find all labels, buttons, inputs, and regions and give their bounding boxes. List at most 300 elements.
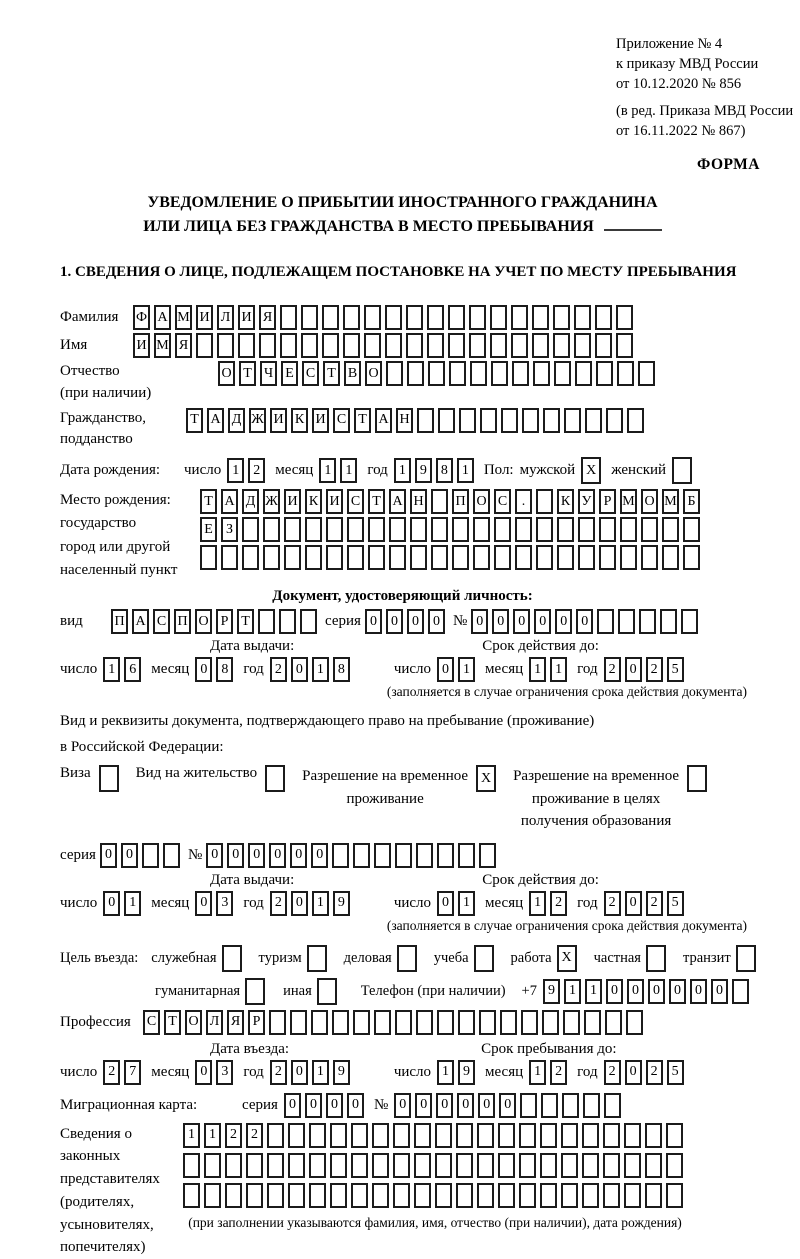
form-cell[interactable] — [242, 545, 259, 570]
form-cell[interactable] — [557, 545, 574, 570]
form-cell[interactable]: . — [515, 489, 532, 514]
form-cell[interactable] — [666, 1153, 683, 1178]
form-cell[interactable] — [435, 1123, 452, 1148]
form-cell[interactable] — [288, 1153, 305, 1178]
form-cell[interactable]: X — [476, 765, 496, 792]
form-cell[interactable]: И — [238, 305, 255, 330]
form-cell[interactable]: К — [291, 408, 308, 433]
form-cell[interactable] — [267, 1153, 284, 1178]
form-cell[interactable] — [604, 1093, 621, 1118]
form-cell[interactable] — [449, 361, 466, 386]
form-cell[interactable]: 9 — [458, 1060, 475, 1085]
form-cell[interactable] — [584, 1010, 601, 1035]
form-cell[interactable] — [511, 305, 528, 330]
form-cell[interactable]: С — [333, 408, 350, 433]
form-cell[interactable]: 0 — [195, 657, 212, 682]
form-cell[interactable] — [284, 517, 301, 542]
form-cell[interactable] — [309, 1183, 326, 1208]
form-cell[interactable]: И — [284, 489, 301, 514]
form-cell[interactable]: 8 — [333, 657, 350, 682]
form-cell[interactable] — [532, 305, 549, 330]
form-cell[interactable] — [501, 408, 518, 433]
form-cell[interactable]: В — [344, 361, 361, 386]
form-cell[interactable]: М — [620, 489, 637, 514]
form-cell[interactable] — [595, 305, 612, 330]
form-cell[interactable]: 8 — [436, 458, 453, 483]
form-cell[interactable]: Ф — [133, 305, 150, 330]
form-cell[interactable] — [477, 1183, 494, 1208]
form-cell[interactable] — [469, 333, 486, 358]
form-cell[interactable] — [267, 1183, 284, 1208]
form-cell[interactable] — [322, 333, 339, 358]
form-cell[interactable] — [500, 1010, 517, 1035]
form-cell[interactable]: А — [207, 408, 224, 433]
form-cell[interactable] — [368, 517, 385, 542]
form-cell[interactable] — [438, 408, 455, 433]
form-cell[interactable]: 2 — [248, 458, 265, 483]
form-cell[interactable]: 1 — [457, 458, 474, 483]
form-cell[interactable]: К — [557, 489, 574, 514]
form-cell[interactable] — [414, 1153, 431, 1178]
form-cell[interactable]: 0 — [291, 657, 308, 682]
form-cell[interactable] — [474, 945, 494, 972]
form-cell[interactable] — [448, 333, 465, 358]
form-cell[interactable]: Н — [396, 408, 413, 433]
form-cell[interactable]: М — [175, 305, 192, 330]
form-cell[interactable]: Т — [239, 361, 256, 386]
form-cell[interactable]: 3 — [216, 891, 233, 916]
form-cell[interactable]: П — [452, 489, 469, 514]
form-cell[interactable] — [540, 1183, 557, 1208]
form-cell[interactable] — [681, 609, 698, 634]
form-cell[interactable]: С — [302, 361, 319, 386]
form-cell[interactable] — [639, 609, 656, 634]
form-cell[interactable]: 1 — [458, 891, 475, 916]
form-cell[interactable]: 0 — [290, 843, 307, 868]
form-cell[interactable]: У — [578, 489, 595, 514]
form-cell[interactable]: С — [494, 489, 511, 514]
form-cell[interactable] — [469, 305, 486, 330]
form-cell[interactable]: 1 — [312, 1060, 329, 1085]
form-cell[interactable] — [473, 545, 490, 570]
form-cell[interactable] — [519, 1123, 536, 1148]
form-cell[interactable]: 1 — [529, 1060, 546, 1085]
form-cell[interactable] — [265, 765, 285, 792]
form-cell[interactable]: 0 — [669, 979, 686, 1004]
form-cell[interactable] — [479, 843, 496, 868]
form-cell[interactable]: 5 — [667, 657, 684, 682]
form-cell[interactable] — [626, 1010, 643, 1035]
form-cell[interactable] — [563, 1010, 580, 1035]
form-cell[interactable] — [646, 945, 666, 972]
form-cell[interactable] — [490, 305, 507, 330]
form-cell[interactable] — [353, 1010, 370, 1035]
form-cell[interactable] — [364, 333, 381, 358]
form-cell[interactable] — [305, 517, 322, 542]
form-cell[interactable]: Р — [216, 609, 233, 634]
form-cell[interactable]: 2 — [604, 891, 621, 916]
form-cell[interactable] — [641, 517, 658, 542]
form-cell[interactable] — [347, 545, 364, 570]
form-cell[interactable] — [456, 1183, 473, 1208]
form-cell[interactable]: 0 — [437, 891, 454, 916]
form-cell[interactable] — [575, 361, 592, 386]
form-cell[interactable]: Е — [281, 361, 298, 386]
form-cell[interactable]: 2 — [103, 1060, 120, 1085]
form-cell[interactable] — [452, 517, 469, 542]
form-cell[interactable]: 2 — [550, 1060, 567, 1085]
form-cell[interactable] — [666, 1183, 683, 1208]
form-cell[interactable] — [582, 1183, 599, 1208]
form-cell[interactable] — [522, 408, 539, 433]
form-cell[interactable]: А — [132, 609, 149, 634]
form-cell[interactable]: 0 — [457, 1093, 474, 1118]
form-cell[interactable] — [624, 1153, 641, 1178]
form-cell[interactable] — [183, 1153, 200, 1178]
form-cell[interactable]: 0 — [291, 891, 308, 916]
form-cell[interactable]: 1 — [204, 1123, 221, 1148]
form-cell[interactable] — [536, 489, 553, 514]
form-cell[interactable] — [578, 545, 595, 570]
form-cell[interactable] — [301, 333, 318, 358]
form-cell[interactable]: 0 — [121, 843, 138, 868]
form-cell[interactable]: П — [174, 609, 191, 634]
form-cell[interactable] — [431, 489, 448, 514]
form-cell[interactable] — [533, 361, 550, 386]
form-cell[interactable] — [494, 517, 511, 542]
form-cell[interactable]: 1 — [124, 891, 141, 916]
form-cell[interactable] — [683, 545, 700, 570]
form-cell[interactable]: 0 — [269, 843, 286, 868]
form-cell[interactable]: О — [641, 489, 658, 514]
form-cell[interactable]: 0 — [648, 979, 665, 1004]
form-cell[interactable]: 0 — [195, 1060, 212, 1085]
form-cell[interactable] — [332, 843, 349, 868]
form-cell[interactable] — [540, 1123, 557, 1148]
form-cell[interactable]: 0 — [499, 1093, 516, 1118]
form-cell[interactable] — [543, 408, 560, 433]
form-cell[interactable] — [414, 1183, 431, 1208]
form-cell[interactable] — [561, 1123, 578, 1148]
form-cell[interactable] — [491, 361, 508, 386]
form-cell[interactable]: 1 — [312, 657, 329, 682]
form-cell[interactable]: М — [154, 333, 171, 358]
form-cell[interactable] — [414, 1123, 431, 1148]
form-cell[interactable]: 0 — [478, 1093, 495, 1118]
form-cell[interactable] — [326, 545, 343, 570]
form-cell[interactable] — [246, 1153, 263, 1178]
form-cell[interactable] — [330, 1153, 347, 1178]
form-cell[interactable] — [353, 843, 370, 868]
form-cell[interactable]: 0 — [492, 609, 509, 634]
form-cell[interactable] — [498, 1153, 515, 1178]
form-cell[interactable] — [406, 305, 423, 330]
form-cell[interactable]: 2 — [225, 1123, 242, 1148]
form-cell[interactable]: О — [195, 609, 212, 634]
form-cell[interactable] — [427, 305, 444, 330]
form-cell[interactable] — [242, 517, 259, 542]
form-cell[interactable] — [99, 765, 119, 792]
form-cell[interactable]: 0 — [606, 979, 623, 1004]
form-cell[interactable]: О — [473, 489, 490, 514]
form-cell[interactable] — [624, 1123, 641, 1148]
form-cell[interactable] — [395, 1010, 412, 1035]
form-cell[interactable] — [542, 1010, 559, 1035]
form-cell[interactable] — [343, 305, 360, 330]
form-cell[interactable] — [263, 517, 280, 542]
form-cell[interactable] — [322, 305, 339, 330]
form-cell[interactable] — [494, 545, 511, 570]
form-cell[interactable] — [393, 1153, 410, 1178]
form-cell[interactable] — [618, 609, 635, 634]
form-cell[interactable]: 5 — [667, 1060, 684, 1085]
form-cell[interactable] — [660, 609, 677, 634]
form-cell[interactable]: Т — [200, 489, 217, 514]
form-cell[interactable] — [683, 517, 700, 542]
form-cell[interactable] — [263, 545, 280, 570]
form-cell[interactable] — [554, 361, 571, 386]
form-cell[interactable] — [385, 333, 402, 358]
form-cell[interactable]: А — [389, 489, 406, 514]
form-cell[interactable]: С — [143, 1010, 160, 1035]
form-cell[interactable] — [583, 1093, 600, 1118]
form-cell[interactable] — [389, 545, 406, 570]
form-cell[interactable] — [330, 1123, 347, 1148]
form-cell[interactable]: 1 — [564, 979, 581, 1004]
form-cell[interactable]: 9 — [415, 458, 432, 483]
form-cell[interactable] — [574, 333, 591, 358]
form-cell[interactable] — [480, 408, 497, 433]
form-cell[interactable]: Т — [323, 361, 340, 386]
form-cell[interactable]: Я — [227, 1010, 244, 1035]
form-cell[interactable] — [687, 765, 707, 792]
form-cell[interactable] — [332, 1010, 349, 1035]
form-cell[interactable]: Б — [683, 489, 700, 514]
form-cell[interactable]: Н — [410, 489, 427, 514]
form-cell[interactable] — [372, 1123, 389, 1148]
form-cell[interactable] — [395, 843, 412, 868]
form-cell[interactable]: 1 — [103, 657, 120, 682]
form-cell[interactable] — [307, 945, 327, 972]
form-cell[interactable]: 6 — [124, 657, 141, 682]
form-cell[interactable]: 1 — [340, 458, 357, 483]
form-cell[interactable]: З — [221, 517, 238, 542]
form-cell[interactable]: Т — [186, 408, 203, 433]
form-cell[interactable]: И — [270, 408, 287, 433]
form-cell[interactable] — [541, 1093, 558, 1118]
form-cell[interactable] — [393, 1183, 410, 1208]
form-cell[interactable] — [351, 1183, 368, 1208]
form-cell[interactable]: 0 — [711, 979, 728, 1004]
form-cell[interactable]: Л — [206, 1010, 223, 1035]
form-cell[interactable] — [435, 1153, 452, 1178]
form-cell[interactable]: 0 — [576, 609, 593, 634]
form-cell[interactable] — [599, 517, 616, 542]
form-cell[interactable] — [204, 1183, 221, 1208]
form-cell[interactable] — [351, 1153, 368, 1178]
form-cell[interactable]: И — [133, 333, 150, 358]
form-cell[interactable] — [196, 333, 213, 358]
form-cell[interactable]: 0 — [195, 891, 212, 916]
form-cell[interactable] — [364, 305, 381, 330]
form-cell[interactable]: 1 — [394, 458, 411, 483]
form-cell[interactable] — [470, 361, 487, 386]
form-cell[interactable]: 9 — [333, 1060, 350, 1085]
form-cell[interactable] — [326, 517, 343, 542]
form-cell[interactable]: 0 — [471, 609, 488, 634]
form-cell[interactable]: М — [662, 489, 679, 514]
form-cell[interactable]: 3 — [216, 1060, 233, 1085]
form-cell[interactable]: 1 — [183, 1123, 200, 1148]
form-cell[interactable] — [561, 1183, 578, 1208]
form-cell[interactable]: Р — [599, 489, 616, 514]
form-cell[interactable]: А — [375, 408, 392, 433]
form-cell[interactable] — [645, 1183, 662, 1208]
form-cell[interactable] — [393, 1123, 410, 1148]
form-cell[interactable] — [246, 1183, 263, 1208]
form-cell[interactable] — [309, 1153, 326, 1178]
form-cell[interactable] — [435, 1183, 452, 1208]
form-cell[interactable] — [200, 545, 217, 570]
form-cell[interactable] — [477, 1123, 494, 1148]
form-cell[interactable] — [351, 1123, 368, 1148]
form-cell[interactable]: 7 — [124, 1060, 141, 1085]
form-cell[interactable] — [582, 1153, 599, 1178]
form-cell[interactable] — [578, 517, 595, 542]
form-cell[interactable]: С — [347, 489, 364, 514]
form-cell[interactable] — [305, 545, 322, 570]
form-cell[interactable]: 2 — [246, 1123, 263, 1148]
form-cell[interactable] — [288, 1123, 305, 1148]
form-cell[interactable] — [163, 843, 180, 868]
form-cell[interactable] — [597, 609, 614, 634]
form-cell[interactable] — [431, 517, 448, 542]
form-cell[interactable] — [372, 1183, 389, 1208]
form-cell[interactable]: Т — [164, 1010, 181, 1035]
form-cell[interactable] — [536, 517, 553, 542]
form-cell[interactable]: X — [581, 457, 601, 484]
form-cell[interactable] — [519, 1153, 536, 1178]
form-cell[interactable] — [389, 517, 406, 542]
form-cell[interactable] — [258, 609, 275, 634]
form-cell[interactable] — [627, 408, 644, 433]
form-cell[interactable] — [638, 361, 655, 386]
form-cell[interactable] — [309, 1123, 326, 1148]
form-cell[interactable]: Р — [248, 1010, 265, 1035]
form-cell[interactable] — [437, 843, 454, 868]
form-cell[interactable] — [596, 361, 613, 386]
form-cell[interactable]: 1 — [227, 458, 244, 483]
form-cell[interactable]: А — [154, 305, 171, 330]
form-cell[interactable] — [427, 333, 444, 358]
form-cell[interactable] — [477, 1153, 494, 1178]
form-cell[interactable] — [452, 545, 469, 570]
form-cell[interactable]: 0 — [100, 843, 117, 868]
form-cell[interactable]: 0 — [365, 609, 382, 634]
form-cell[interactable] — [519, 1183, 536, 1208]
form-cell[interactable] — [624, 1183, 641, 1208]
form-cell[interactable]: 8 — [216, 657, 233, 682]
form-cell[interactable] — [553, 333, 570, 358]
form-cell[interactable] — [473, 517, 490, 542]
form-cell[interactable] — [238, 333, 255, 358]
form-cell[interactable] — [183, 1183, 200, 1208]
form-cell[interactable] — [407, 361, 424, 386]
form-cell[interactable]: 0 — [428, 609, 445, 634]
form-cell[interactable] — [498, 1183, 515, 1208]
form-cell[interactable]: 0 — [436, 1093, 453, 1118]
form-cell[interactable]: 1 — [585, 979, 602, 1004]
form-cell[interactable]: 1 — [529, 657, 546, 682]
form-cell[interactable] — [301, 305, 318, 330]
form-cell[interactable]: 2 — [604, 657, 621, 682]
form-cell[interactable]: 0 — [326, 1093, 343, 1118]
form-cell[interactable] — [553, 305, 570, 330]
form-cell[interactable] — [511, 333, 528, 358]
form-cell[interactable] — [284, 545, 301, 570]
form-cell[interactable]: О — [185, 1010, 202, 1035]
form-cell[interactable] — [330, 1183, 347, 1208]
form-cell[interactable] — [437, 1010, 454, 1035]
form-cell[interactable]: 0 — [103, 891, 120, 916]
form-cell[interactable] — [582, 1123, 599, 1148]
form-cell[interactable] — [606, 408, 623, 433]
form-cell[interactable]: 1 — [437, 1060, 454, 1085]
form-cell[interactable] — [515, 545, 532, 570]
form-cell[interactable] — [406, 333, 423, 358]
form-cell[interactable] — [458, 843, 475, 868]
form-cell[interactable] — [386, 361, 403, 386]
form-cell[interactable]: 2 — [646, 1060, 663, 1085]
form-cell[interactable] — [397, 945, 417, 972]
form-cell[interactable]: 9 — [333, 891, 350, 916]
form-cell[interactable]: Т — [368, 489, 385, 514]
form-cell[interactable] — [515, 517, 532, 542]
form-cell[interactable] — [347, 517, 364, 542]
form-cell[interactable] — [222, 945, 242, 972]
form-cell[interactable] — [410, 517, 427, 542]
form-cell[interactable]: 0 — [555, 609, 572, 634]
form-cell[interactable]: И — [326, 489, 343, 514]
form-cell[interactable] — [311, 1010, 328, 1035]
form-cell[interactable] — [620, 545, 637, 570]
form-cell[interactable] — [343, 333, 360, 358]
form-cell[interactable] — [385, 305, 402, 330]
form-cell[interactable]: 1 — [319, 458, 336, 483]
form-cell[interactable] — [645, 1123, 662, 1148]
form-cell[interactable] — [267, 1123, 284, 1148]
form-cell[interactable]: Ж — [249, 408, 266, 433]
form-cell[interactable] — [599, 545, 616, 570]
form-cell[interactable] — [459, 408, 476, 433]
form-cell[interactable] — [317, 978, 337, 1005]
form-cell[interactable]: 1 — [458, 657, 475, 682]
form-cell[interactable] — [562, 1093, 579, 1118]
form-cell[interactable] — [204, 1153, 221, 1178]
form-cell[interactable] — [245, 978, 265, 1005]
form-cell[interactable] — [666, 1123, 683, 1148]
form-cell[interactable] — [672, 457, 692, 484]
form-cell[interactable]: X — [557, 945, 577, 972]
form-cell[interactable] — [142, 843, 159, 868]
form-cell[interactable]: 1 — [312, 891, 329, 916]
form-cell[interactable]: 0 — [386, 609, 403, 634]
form-cell[interactable] — [410, 545, 427, 570]
form-cell[interactable]: 0 — [625, 891, 642, 916]
form-cell[interactable] — [662, 517, 679, 542]
form-cell[interactable] — [603, 1183, 620, 1208]
form-cell[interactable] — [620, 517, 637, 542]
